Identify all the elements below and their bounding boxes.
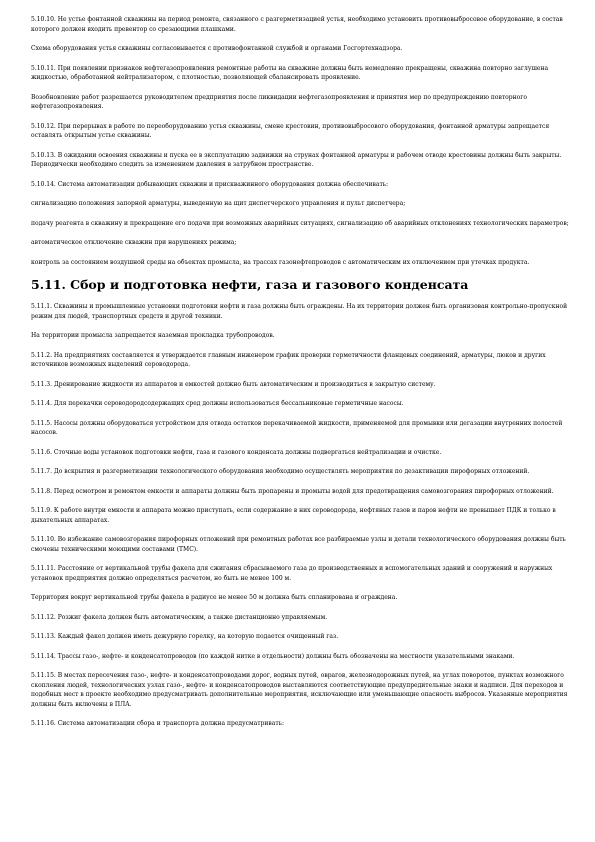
paragraph: 5.11.3. Дренирование жидкости из аппаратов и емкостей должно быть автоматическим и производиться в закрытую систему.	[31, 380, 436, 388]
list-item: контроль за состоянием воздушной среды на объектах промысла, на трассах газонефтепроводов с автоматическим их отключением при утечках продукта.	[31, 258, 530, 266]
paragraph: 5.10.10. Не устье фонтанной скважины на период ремонта, связанного с разгерметизацией устья, необходимо установить противовыбросовое оборудование, в состав которого должен входить превентор со срезающими плашками.	[31, 16, 563, 33]
paragraph: 5.11.1. Скважины и промышленные установки подготовки нефти и газа должны быть ограждены. На их территории должен быть организован контрольно-пропускной режим для людей, транспортных средств и другой техники.	[31, 303, 568, 320]
paragraph: 5.11.6. Сточные воды установок подготовки нефти, газа и газового конденсата должны подвергаться нейтрализации и очистке.	[31, 448, 442, 456]
paragraph: 5.11.16. Система автоматизации сбора и транспорта должна предусматривать:	[31, 720, 284, 727]
section-heading: 5.11. Сбор и подготовка нефти, газа и газового конденсата	[31, 277, 469, 292]
paragraph: 5.11.10. Во избежание самовозгорания пирофорных отложений при ремонтных работах все разбираемые узлы и детали технологического оборудования должны быть смочены техническими моющими составами (ТМС).	[31, 536, 566, 553]
paragraph: На территории промысла запрещается наземная прокладка трубопроводов.	[31, 332, 275, 339]
paragraph: 5.10.13. В ожидании освоения скважины и пуска ее в эксплуатацию задвижки на струнах фонтанной арматуры и рабочем отводе крестовины должны быть закрыты. Периодически необходимо следить за изменением давления в затрубном пространстве.	[31, 151, 562, 168]
list-item: автоматическое отключение скважин при нарушениях режима;	[31, 239, 237, 246]
paragraph: 5.11.5. Насосы должны оборудоваться устройством для отвода остатков перекачиваемой жидкости, применяемой для промывки или дегазации внутренних полостей насосов.	[31, 419, 563, 436]
list-item: сигнализацию положения запорной арматуры, выведенную на щит диспетчерского управления и пульт диспетчера;	[31, 200, 406, 207]
paragraph: 5.10.14. Система автоматизации добывающих скважин и прискважинного оборудования должна обеспечивать:	[31, 180, 389, 188]
paragraph: 5.11.2. На предприятиях составляется и утверждается главным инженером график проверки герметичности фланцевых соединений, арматуры, люков и других источников возможных выделений сероводорода.	[31, 351, 546, 368]
paragraph: Схема оборудования устья скважины согласовывается с противофонтанной службой и органами Госгортехнадзора.	[31, 45, 403, 52]
paragraph: Возобновление работ разрешается руководителем предприятия после ликвидации нефтегазопроявления и принятия мер по предупреждению повторного нефтегазопроявления.	[31, 93, 527, 110]
paragraph: 5.11.12. Розжиг факела должен быть автоматическим, а также дистанционно управляемым.	[31, 613, 328, 621]
paragraph: 5.11.7. До вскрытия и разгерметизации технологического оборудования необходимо осуществлять мероприятия по дезактивации пирофорных отложений.	[31, 468, 530, 475]
paragraph: 5.11.4. Для перекачки сероводородсодержащих сред должны использоваться бессальниковые герметичные насосы.	[31, 400, 404, 407]
paragraph: 5.11.8. Перед осмотром и ремонтом емкости и аппараты должны быть пропарены и промыты водой для предотвращения самовозгорания пирофорных отложений.	[31, 487, 554, 495]
paragraph: 5.11.11. Расстояние от вертикальной трубы факела для сжигания сбрасываемого газа до производственных и вспомогательных зданий и сооружений и наружных установок предприятия должно определяться расчетом, но быть не менее 100 м.	[31, 565, 553, 582]
list-item: подачу реагента в скважину и прекращение его подачи при возможных аварийных ситуациях, сигнализацию об аварийных отклонениях технологических параметров;	[31, 219, 569, 227]
paragraph: 5.10.11. При появлении признаков нефтегазопроявления ремонтные работы на скважине должны быть немедленно прекращены, скважина повторно заглушена жидкостью, обработанной нейтрализатором, с плотностью, позволяющей сбалансировать проявление.	[31, 64, 549, 81]
paragraph: 5.11.9. К работе внутри емкости и аппарата можно приступать, если содержание в них сероводорода, нефтяных газов и паров нефти не превышает ПДК и только в дыхательных аппаратах.	[31, 507, 556, 524]
paragraph: 5.11.15. В местах пересечения газо-, нефте- и конденсатопроводами дорог, водных путей, оврагов, железнодорожных путей, на углах поворотов, пунктах возможного скопления людей, технологических узлах газо-, нефте- и конденсатопроводов выставляются соответствующие предупредительные знаки и надписи. Для переходов и подобных мест в проекте необходимо предусматривать дополнительные мероприятия, исключающие или уменьшающие опасность выбросов. Указанные мероприятия должны быть включены в ПЛА.	[31, 672, 568, 708]
paragraph: 5.11.13. Каждый факел должен иметь дежурную горелку, на которую подается очищенный газ.	[31, 633, 339, 640]
paragraph: 5.10.12. При перерывах в работе по переоборудованию устья скважины, смене крестовин, противовыбросового оборудования, фонтанной арматуры запрещается оставлять открытым устье скважины.	[31, 122, 550, 139]
paragraph: Территория вокруг вертикальной трубы факела в радиусе не менее 50 м должна быть спланирована и ограждена.	[31, 594, 398, 601]
paragraph: 5.11.14. Трассы газо-, нефте- и конденсатопроводов (по каждой нитке в отдельности) должны быть обозначены на местности указательными знаками.	[31, 652, 515, 660]
